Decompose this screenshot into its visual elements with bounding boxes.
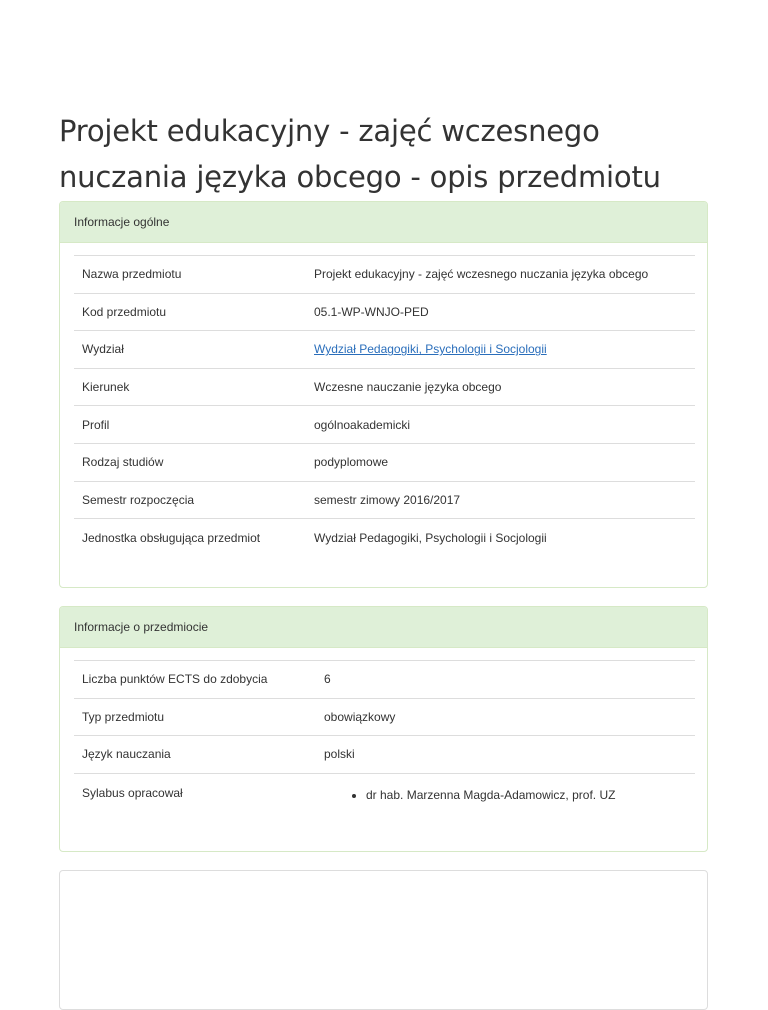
row-value [316, 773, 695, 817]
row-label: Nazwa przedmiotu [82, 267, 182, 282]
row-label: Jednostka obsługująca przedmiot [82, 530, 261, 545]
row-label: Typ przedmiotu [82, 709, 165, 724]
row-value: Projekt edukacyjny - zajęć wczesnego nuczania języka obcego [314, 267, 649, 282]
table-row [74, 481, 695, 519]
row-label: Kierunek [82, 380, 130, 395]
list-item: • dr hab. Marzenna Magda-Adamowicz, prof. UZ [366, 786, 687, 804]
row-label: Kod przedmiotu [82, 304, 167, 319]
table-row [74, 293, 695, 331]
subject-info-panel [59, 606, 708, 852]
table-row [74, 256, 695, 294]
table-row [74, 661, 695, 699]
subject-info-heading: Informacje o przedmiocie [60, 607, 707, 648]
table-row [74, 443, 695, 481]
next-panel [59, 870, 708, 1010]
authors-list [324, 786, 687, 804]
row-label: Wydział [82, 342, 124, 357]
table-row [74, 406, 695, 444]
table-row [74, 773, 695, 817]
row-value: ogólnoakademicki [314, 417, 411, 432]
general-info-heading: Informacje ogólne [60, 202, 707, 243]
table-row [74, 519, 695, 557]
table-row [74, 368, 695, 406]
table-row [74, 331, 695, 369]
general-info-table [74, 255, 695, 556]
row-label: Semestr rozpoczęcia [82, 492, 195, 507]
row-label: Liczba punktów ECTS do zdobycia [82, 672, 268, 687]
row-value: polski [324, 747, 355, 762]
row-label: Język nauczania [82, 747, 171, 762]
row-value: semestr zimowy 2016/2017 [314, 492, 461, 507]
page-title: Projekt edukacyjny - zajęć wczesnego nuczania języka obcego - opis przedmiotu [59, 114, 661, 194]
faculty-link[interactable]: Wydział Pedagogiki, Psychologii i Socjologii [314, 342, 547, 357]
row-value: 05.1-WP-WNJO-PED [314, 304, 429, 319]
row-value: podyplomowe [314, 455, 389, 470]
table-row [74, 698, 695, 736]
row-value: 6 [324, 672, 331, 687]
row-label: Sylabus opracował [82, 785, 183, 800]
row-value: Wydział Pedagogiki, Psychologii i Socjologii [314, 530, 547, 545]
row-value [306, 331, 695, 369]
row-label: Profil [82, 417, 110, 432]
row-value: Wczesne nauczanie języka obcego [314, 380, 502, 395]
table-row [74, 736, 695, 774]
row-label: Rodzaj studiów [82, 455, 164, 470]
subject-info-table [74, 660, 695, 817]
general-info-panel [59, 201, 708, 588]
row-value: obowiązkowy [324, 709, 396, 724]
